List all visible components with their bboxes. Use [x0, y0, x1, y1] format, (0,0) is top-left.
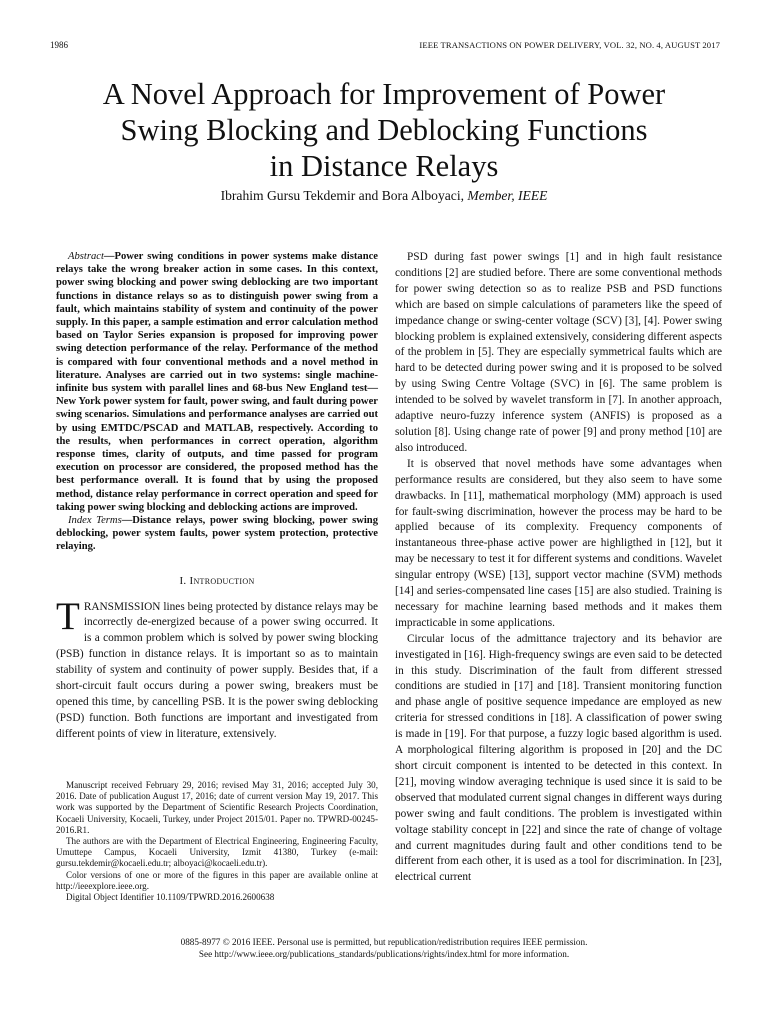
- footnote-affiliation: The authors are with the Department of Electrical Engineering, Engineering Faculty, Umuttepe Campus, Kocaeli University, Izmit 41380, Turkey (e-mail: gursu.tekdemir@kocaeli.edu.tr; alboyaci@kocaeli.edu.tr).: [56, 836, 378, 869]
- left-column: [56, 250, 378, 743]
- title-line-3: in Distance Relays: [269, 149, 499, 183]
- section-number: I.: [179, 574, 187, 587]
- page-number: 1986: [50, 40, 68, 50]
- right-column: [395, 250, 722, 886]
- section-title: Introduction: [189, 574, 255, 587]
- abstract-text: —Power swing conditions in power systems make distance relays take the wrong breaker action in some cases. In this context, power swing blocking and power swing deblocking are two important functions in distance relays so as to distinguish power swing from a fault, which maintains stability of system and continuity of the power supply. In this paper, a sample estimation and error calculation method based on Taylor Series expansion is proposed for improving power swing detection performance of the relay. Performance of the method is compared with four conventional methods and a novel method in literature. Analyses are carried out in two systems: single machine-infinite bus system with parallel lines and 68-bus New England test—New York power system for fault, power swing, and fault during power swing scenarios. Simulations and performance analyses are carried out by using EMTDC/PSCAD and MATLAB, respectively. According to the results, when performances in correct operation, algorithm response times, clarity of outputs, and time passed for program execution on processor are considered, the proposed method has the best performance overall. It is found that by using the proposed method, distance relay performance in correct operation and speed for taking power swing blocking and deblocking actions are improved.: [56, 251, 378, 513]
- body-paragraph: Circular locus of the admittance trajectory and its behavior are investigated in [16]. High-frequency swings are even said to be detected in this study. Discrimination of the fault from different stressed conditions are studied in [17] and [18]. Transient monitoring function and phase angle of positive sequence impedance are employed as new criteria for stressed conditions in [18]. A classification of power swing is made in [19]. For that purpose, a fuzzy logic based algorithm is used. A morphological filtering algorithm is proposed in [20] and the DC short circuit component is intented to be detected in this context. In [21], moving window averaging technique is used since it is said to be observed that modulated current signal changes in different ways during power swing and fault conditions. The problem is investigated within voltage stability concept in [22] and since the rate of change of voltage and current magnitudes during fault and other conditions tend to be different from each other, it is used as a tool for discrimination. In [23], electrical current: [395, 632, 722, 884]
- copyright-line-2: See http://www.ieee.org/publications_standards/publications/rights/index.html for more information.: [198, 949, 570, 959]
- footnotes: [56, 780, 378, 903]
- introduction-text: RANSMISSION lines being protected by distance relays may be incorrectly de-energized because of a power swing occurred. It is a common problem which is solved by power swing blocking (PSB) function in distance relays. It is important so as to maintain stability of system and continuity of power supply. Besides that, if a short-circuit fault occurs during a power swing, breakers must be opened this time, by cancelling PSB. It is the power swing deblocking (PSD) function. Both functions are important and investigated from different points of view in literature, extensively.: [56, 600, 378, 740]
- footnote-color-figures: Color versions of one or more of the figures in this paper are available online at http://ieeexplore.ieee.org.: [56, 869, 378, 891]
- introduction-paragraph: [56, 594, 378, 743]
- author-membership: Member, IEEE: [467, 188, 548, 203]
- index-terms-label: Index Terms: [68, 515, 122, 527]
- running-header: IEEE TRANSACTIONS ON POWER DELIVERY, VOL. 32, NO. 4, AUGUST 2017: [419, 40, 720, 50]
- author-line: [40, 188, 728, 204]
- footnote-doi: Digital Object Identifier 10.1109/TPWRD.2016.2600638: [66, 892, 275, 903]
- drop-cap: T: [56, 594, 80, 638]
- index-terms-text: —Distance relays, power swing blocking, power swing deblocking, power system faults, power system protection, protective relaying.: [56, 515, 378, 553]
- abstract: [56, 250, 378, 514]
- title-line-2: Swing Blocking and Deblocking Functions: [120, 113, 648, 147]
- index-terms: [56, 514, 378, 554]
- body-paragraph: PSD during fast power swings [1] and in high fault resistance conditions [2] are studied before. There are some conventional methods for power swing detection so as to realize PSB and PSD functions which are based on simple calculations of parameters like the speed of impedance change or swing-center voltage (SCV) [3], [4]. Power swing blocking problem is explained extensively, considering different aspects of the problem in [5]. They are especially symmetrical faults which are hard to be detected during power swing and it is proposed to be solved by using Swing Centre Voltage (SVC) in [6]. The same problem is intended to be solved by wavelet transform in [7]. In another approach, adaptive neuro-fuzzy inference system (ANFIS) is proposed as a solution [8]. Using change rate of power [9] and prony method [10] are also introduced.: [395, 251, 722, 454]
- copyright-line-1: 0885-8977 © 2016 IEEE. Personal use is permitted, but republication/redistribution requires IEEE permission.: [180, 937, 588, 947]
- body-paragraph: It is observed that novel methods have some advantages when performance results are considered, but they also seem to have some drawbacks. In [11], mathematical morphology (MM) approach is used for fault-swing discrimination, however the process may be hard to be applied because of its complexity. Frequency components of instantaneous three-phase active power are highligthed in [12], but it may be necessary to test it for different systems and conditions. Wavelet singular entropy (WSE) [13], support vector machine (SVM) methods [14] and series-compensated line cases [15] are also studied. Training is necessary for machine learning based methods and it makes them impracticable in some applications.: [395, 457, 722, 629]
- paper-title: [40, 76, 728, 184]
- footnote-manuscript: Manuscript received February 29, 2016; revised May 31, 2016; accepted July 30, 2016. Date of publication August 17, 2016; date of current version May 19, 2017. This work was supported by the Department of Scientific Research Projects Coordination, Kocaeli University, Kocaeli, Turkey, under Project 2015/01. Paper no. TPWRD-00245-2016.R1.: [56, 780, 378, 835]
- section-heading-introduction: [56, 574, 378, 590]
- abstract-label: Abstract: [68, 251, 104, 262]
- author-names: Ibrahim Gursu Tekdemir and Bora Alboyaci,: [220, 188, 464, 203]
- copyright-notice: [0, 936, 768, 960]
- title-line-1: A Novel Approach for Improvement of Power: [102, 77, 666, 111]
